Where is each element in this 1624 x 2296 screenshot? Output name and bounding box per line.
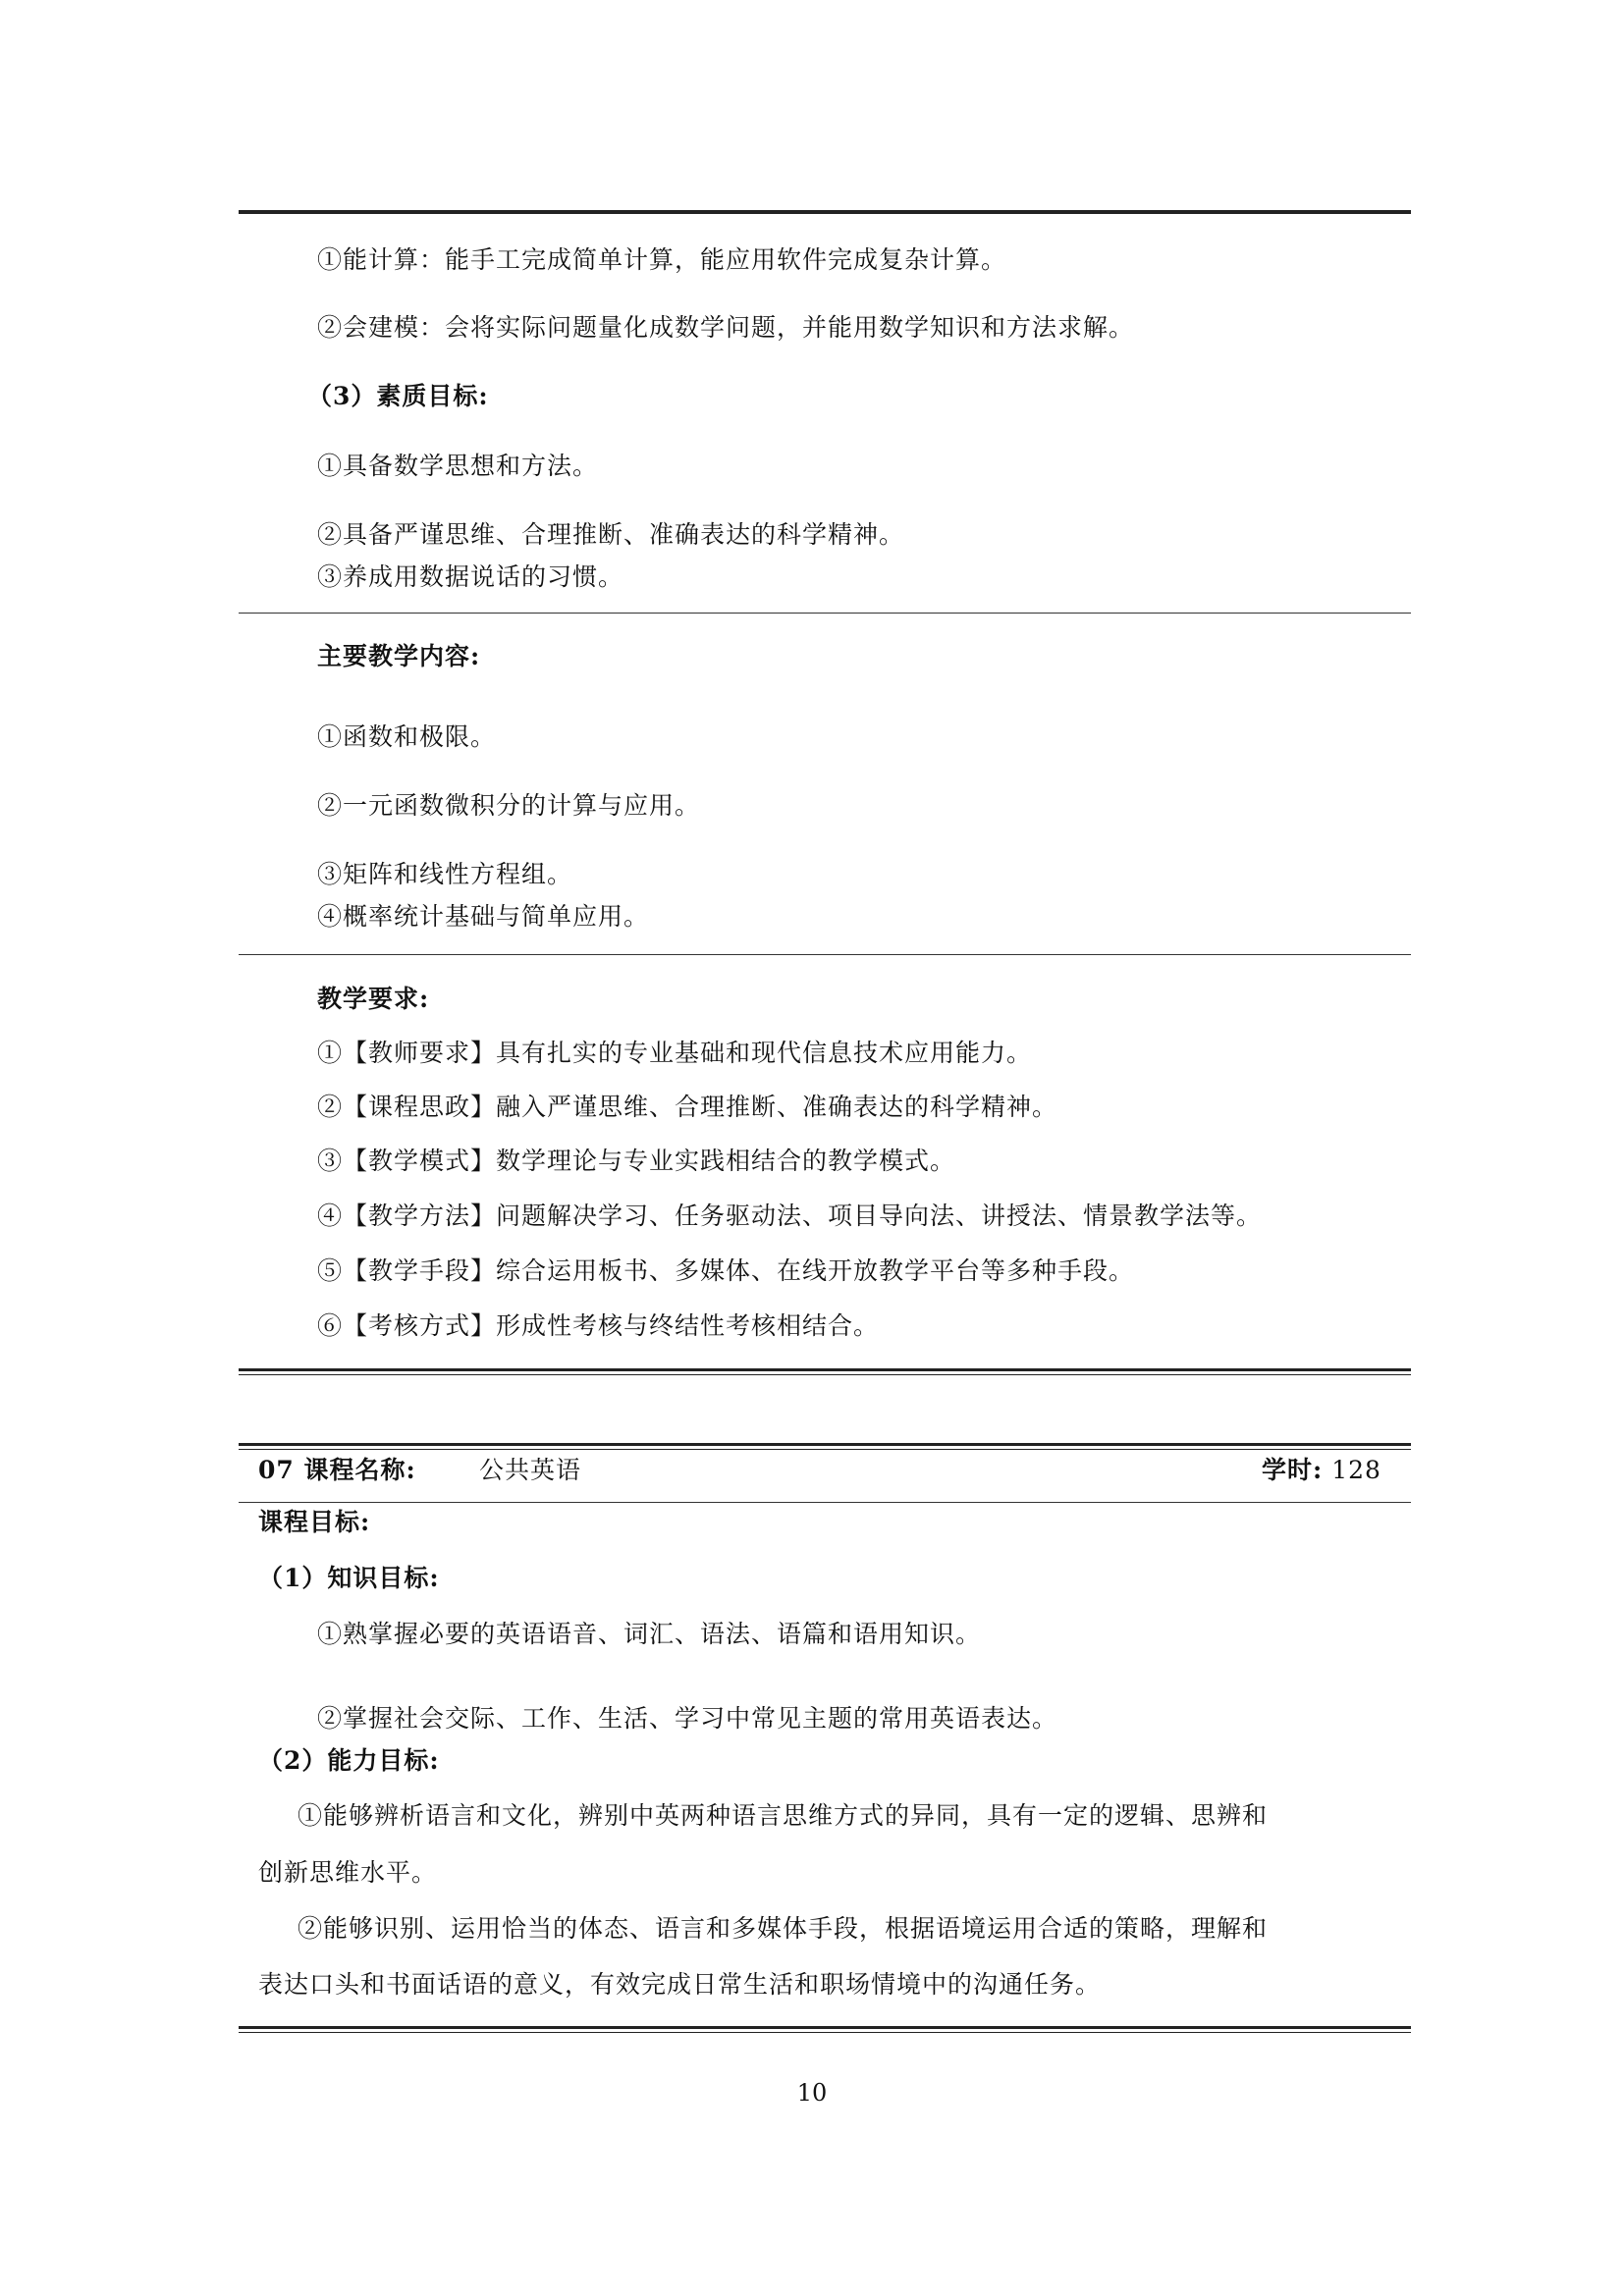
requirement-item-4: ④【教学方法】问题解决学习、任务驱动法、项目导向法、讲授法、情景教学法等。	[317, 1201, 1263, 1230]
ability-line-2: 创新思维水平。	[258, 1858, 438, 1887]
page-number: 10	[796, 2079, 828, 2107]
hours-label: 学时:	[1262, 1456, 1324, 1484]
course-hours	[1262, 1453, 1381, 1488]
ability-item-1: ①能计算：能手工完成简单计算，能应用软件完成复杂计算。	[317, 245, 1007, 274]
divider-1	[239, 613, 1411, 614]
bottom-rule	[239, 2026, 1411, 2033]
course-label: 07 课程名称:	[258, 1456, 416, 1484]
requirement-item-2: ②【课程思政】融入严谨思维、合理推断、准确表达的科学精神。	[317, 1093, 1058, 1121]
knowledge-heading: （1）知识目标:	[258, 1564, 440, 1592]
content-item-2: ②一元函数微积分的计算与应用。	[317, 791, 701, 820]
content-item-3: ③矩阵和线性方程组。	[317, 860, 573, 888]
knowledge-item-1: ①熟掌握必要的英语语音、词汇、语法、语篇和语用知识。	[317, 1620, 982, 1648]
course-name: 公共英语	[479, 1456, 582, 1484]
quality-item-2: ②具备严谨思维、合理推断、准确表达的科学精神。	[317, 520, 905, 549]
requirement-item-5: ⑤【教学手段】综合运用板书、多媒体、在线开放教学平台等多种手段。	[317, 1256, 1135, 1285]
table-start-rule	[239, 1443, 1411, 1450]
content-heading: 主要教学内容:	[317, 642, 481, 670]
content-item-1: ①函数和极限。	[317, 722, 497, 751]
ability-line-3: ②能够识别、运用恰当的体态、语言和多媒体手段，根据语境运用合适的策略，理解和	[298, 1914, 1269, 1943]
content-item-4: ④概率统计基础与简单应用。	[317, 902, 650, 931]
ability-line-4: 表达口头和书面话语的意义，有效完成日常生活和职场情境中的沟通任务。	[258, 1970, 1102, 1999]
requirements-heading: 教学要求:	[317, 985, 430, 1013]
course-header-divider	[239, 1502, 1411, 1503]
quality-heading: （3）素质目标:	[307, 382, 489, 410]
requirement-item-1: ①【教师要求】具有扎实的专业基础和现代信息技术应用能力。	[317, 1039, 1033, 1067]
knowledge-item-2: ②掌握社会交际、工作、生活、学习中常见主题的常用英语表达。	[317, 1704, 1058, 1733]
quality-item-3: ③养成用数据说话的习惯。	[317, 562, 624, 591]
objectives-heading: 课程目标:	[258, 1508, 371, 1536]
ability-line-1: ①能够辨析语言和文化，辨别中英两种语言思维方式的异同，具有一定的逻辑、思辨和	[298, 1801, 1269, 1830]
top-rule	[239, 210, 1411, 214]
ability-heading: （2）能力目标:	[258, 1746, 440, 1775]
requirement-item-3: ③【教学模式】数学理论与专业实践相结合的教学模式。	[317, 1147, 956, 1175]
quality-item-1: ①具备数学思想和方法。	[317, 452, 599, 480]
requirement-item-6: ⑥【考核方式】形成性考核与终结性考核相结合。	[317, 1311, 880, 1340]
table-end-rule	[239, 1368, 1411, 1375]
ability-item-2: ②会建模：会将实际问题量化成数学问题，并能用数学知识和方法求解。	[317, 313, 1135, 342]
divider-2	[239, 954, 1411, 955]
hours-value: 128	[1331, 1456, 1381, 1484]
